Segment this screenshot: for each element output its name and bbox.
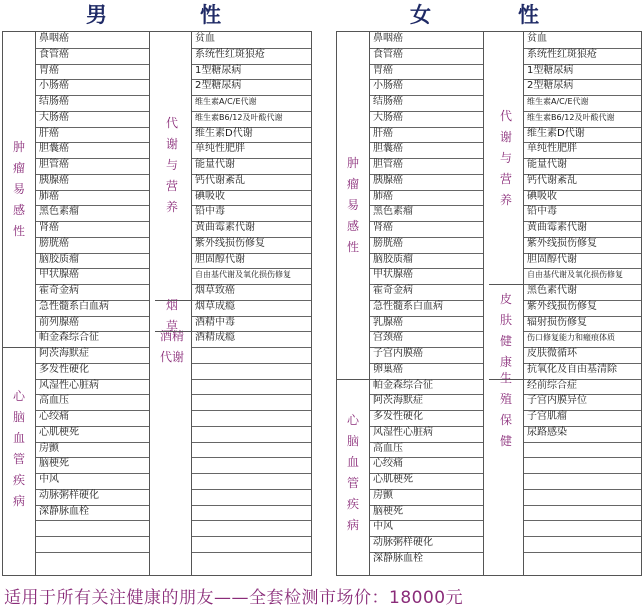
female-header-char-1: 女: [410, 2, 431, 27]
female-col2-item: 维生素D代谢: [527, 127, 585, 139]
male-col1-item: 肾癌: [39, 222, 59, 233]
female-col1-item: 风湿性心脏病: [373, 426, 433, 438]
female-col1-category-1: [337, 379, 369, 568]
female-col2-category-2: [489, 371, 523, 448]
female-col1-category-1-char-0: 心: [346, 413, 359, 427]
female-col2-item: 子宫肌瘤: [527, 411, 567, 422]
female-col2-item: 胆固醇代谢: [527, 253, 577, 265]
female-col1-item: 多发性硬化: [373, 411, 423, 422]
female-col2-item: 抗氧化及自由基清除: [527, 363, 617, 375]
female-col2-category-2-char-1: 殖: [499, 392, 512, 406]
female-col1-item: 宫颈癌: [373, 332, 403, 344]
male-col1-item: 肝癌: [39, 127, 59, 139]
male-col2-item: 自由基代谢及氧化损伤修复: [195, 270, 291, 280]
footer-price-note: 适用于所有关注健康的朋友——全套检测市场价：18000元: [4, 588, 464, 608]
male-col1-item: 深静脉血栓: [39, 505, 89, 517]
male-col2-item: 维生素A/C/E代谢: [195, 97, 257, 106]
female-col2-category-2-char-2: 保: [499, 413, 512, 427]
female-col2-row-divider: [523, 520, 641, 521]
female-col2-item: 钙代谢紊乱: [527, 174, 577, 186]
female-col1-category-0-char-1: 瘤: [346, 176, 359, 191]
female-col1-item: 心肌梗死: [373, 474, 413, 485]
female-col2-category-1: [489, 284, 523, 379]
male-col1-row-divider: [35, 520, 149, 521]
female-col2-item: 紫外线损伤修复: [527, 300, 597, 312]
female-col1-item: 高血压: [373, 442, 403, 454]
male-col2-category-0-char-3: 营: [165, 179, 178, 194]
male-col2-item: 烟草成瘾: [195, 300, 235, 312]
male-col1-category-1-char-3: 管: [12, 452, 25, 467]
male-col2-item: 碘吸收: [195, 190, 225, 202]
female-col2-row-divider: [523, 473, 641, 474]
male-col1-item: 黑色素瘤: [39, 206, 79, 218]
female-col2-row-divider: [523, 552, 641, 553]
female-col2-item: 尿路感染: [527, 426, 567, 438]
female-header: [330, 0, 644, 30]
male-col1-category-1: [3, 347, 35, 552]
male-col1-item: 多发性硬化: [39, 363, 89, 375]
male-col2-category-0-char-1: 谢: [165, 137, 178, 152]
male-header: [0, 0, 330, 30]
male-col1-item: 大肠癌: [39, 111, 69, 123]
female-col1-category-0-char-3: 感: [346, 218, 359, 233]
female-col2-item: 单纯性肥胖: [527, 143, 577, 155]
male-col2-item: 烟草致癌: [195, 285, 235, 296]
male-col1-category-1-char-0: 心: [12, 389, 25, 404]
male-col1-item: 鼻咽癌: [39, 33, 69, 44]
female-col1-category-1-char-1: 脑: [346, 434, 359, 448]
male-col2-row-divider: [191, 426, 311, 427]
female-col2-item: 皮肤微循环: [527, 348, 577, 359]
male-col1-category-0-char-0: 肿: [12, 140, 25, 154]
female-col2-category-0-char-0: 代: [499, 108, 512, 123]
male-col1-item: 中风: [39, 474, 59, 485]
female-col1-item: 子宫内膜癌: [373, 348, 423, 359]
male-col1-category-0-char-3: 感: [12, 203, 25, 217]
male-col1-column-divider: [35, 32, 36, 575]
male-col2-item: 2型糖尿病: [195, 80, 242, 92]
female-col2-category-1-char-2: 健: [499, 334, 512, 349]
male-col2-category-1-char-0: 烟: [165, 297, 178, 312]
male-col2-category-2-char-0: 酒精: [159, 329, 184, 343]
female-col2-item: 维生素A/C/E代谢: [527, 97, 589, 106]
male-col1-item: 肺癌: [39, 190, 59, 202]
female-col1-item: 心绞痛: [373, 458, 403, 470]
male-col1-category-0-char-4: 性: [12, 224, 25, 238]
female-col1-item: 膀胱癌: [373, 237, 403, 249]
male-col2-item: 钙代谢紊乱: [195, 174, 245, 186]
male-col1-item: 心绞痛: [39, 411, 69, 422]
male-col1-item: 高血压: [39, 395, 69, 407]
female-col2-item: 系统性红斑狼疮: [527, 48, 597, 60]
female-col2-item: 子宫内膜异位: [527, 395, 587, 407]
male-col1-category-0-char-2: 易: [12, 182, 25, 196]
male-col2-row-divider: [191, 410, 311, 411]
female-col2-category-2-char-3: 健: [499, 434, 512, 448]
male-col1-item: 阿茨海默症: [39, 348, 89, 359]
female-col2-category-0-char-2: 与: [499, 150, 512, 165]
female-col1-item: 胆管癌: [373, 159, 403, 170]
female-col1-item: 急性髓系白血病: [373, 300, 443, 312]
female-col2-category-0-char-3: 营: [499, 171, 512, 186]
female-col1-item: 房颤: [373, 489, 393, 501]
female-col2-item: 碘吸收: [527, 190, 557, 202]
male-col2-category-0-char-0: 代: [165, 116, 178, 131]
male-col2-row-divider: [191, 394, 311, 395]
female-col1-item: 动脉粥样硬化: [373, 537, 433, 548]
male-col1-item: 前列腺癌: [39, 316, 79, 328]
male-col2-row-divider: [191, 442, 311, 443]
female-col1-item: 乳腺癌: [373, 316, 403, 328]
male-col1-row-divider: [35, 552, 149, 553]
male-col1-item: 小肠癌: [39, 80, 69, 92]
female-col1-category-1-char-3: 管: [346, 476, 359, 490]
male-col2-item: 胆固醇代谢: [195, 253, 245, 265]
male-col2-item: 酒精中毒: [195, 316, 235, 328]
male-col2-item: 单纯性肥胖: [195, 143, 245, 155]
male-col2-category-0: [155, 32, 189, 300]
female-col1-item: 帕金森综合征: [373, 379, 433, 391]
male-col1-category-0: [3, 32, 35, 347]
male-col2-category-0-char-2: 与: [165, 158, 178, 173]
female-col2-item: 维生素B6/12及叶酸代谢: [527, 112, 615, 122]
male-col1-category-1-char-5: 病: [12, 494, 25, 509]
female-col1-item: 肝癌: [373, 127, 393, 139]
male-col2-row-divider: [191, 489, 311, 490]
female-col1-item: 霍奇金病: [373, 285, 413, 296]
male-col1-item: 脑胶质瘤: [39, 253, 79, 265]
female-col2-item: 1型糖尿病: [527, 64, 574, 76]
female-col2-column-divider: [641, 32, 642, 575]
male-col2-item: 铅中毒: [195, 206, 225, 218]
female-col1-item: 结肠癌: [373, 96, 403, 107]
male-col2-row-divider: [191, 505, 311, 506]
male-col2-row-divider: [191, 457, 311, 458]
female-col1-item: 肺癌: [373, 190, 393, 202]
female-col2-category-1-char-3: 康: [499, 355, 512, 370]
female-col1-column-divider: [369, 32, 370, 575]
male-col2-item: 紫外线损伤修复: [195, 237, 265, 249]
male-col1-item: 胆管癌: [39, 159, 69, 170]
male-col1-item: 心肌梗死: [39, 426, 79, 438]
male-col2-row-divider: [191, 552, 311, 553]
female-col2-item: 2型糖尿病: [527, 80, 574, 92]
male-header-char-1: 男: [86, 2, 107, 27]
female-col1-item: 肾癌: [373, 222, 393, 233]
male-col1-item: 房颤: [39, 442, 59, 454]
female-col2-category-1-char-0: 皮: [499, 292, 512, 307]
female-col1-item: 食管癌: [373, 48, 403, 60]
male-col1-item: 膀胱癌: [39, 237, 69, 249]
male-col1-item: 结肠癌: [39, 96, 69, 107]
female-col1-item: 阿茨海默症: [373, 395, 423, 407]
female-col1-item: 脑胶质瘤: [373, 253, 413, 265]
female-col2-column-divider: [523, 32, 524, 575]
male-col1-item: 急性髓系白血病: [39, 300, 109, 312]
female-col2-item: 黄曲霉素代谢: [527, 222, 587, 233]
male-col2-item: 维生素B6/12及叶酸代谢: [195, 112, 283, 122]
male-col2-row-divider: [191, 363, 311, 364]
female-col2-category-2-char-0: 生: [499, 371, 512, 385]
female-col1-item: 胃癌: [373, 64, 393, 76]
male-col1-item: 食管癌: [39, 48, 69, 60]
female-col2-item: 铅中毒: [527, 206, 557, 218]
female-col1-item: 大肠癌: [373, 111, 403, 123]
female-col2-item: 辐射损伤修复: [527, 316, 587, 328]
female-col1-item: 黑色素瘤: [373, 206, 413, 218]
female-col2-category-0-char-1: 谢: [499, 129, 512, 144]
male-col1-category-0-char-1: 瘤: [12, 161, 25, 175]
female-col1-item: 深静脉血栓: [373, 552, 423, 564]
female-col2-row-divider: [523, 505, 641, 506]
female-col2-item: 能量代谢: [527, 159, 567, 170]
female-col2-item: 经前综合症: [527, 379, 577, 391]
female-col1-item: 中风: [373, 521, 393, 533]
male-col1-category-1-char-4: 疾: [12, 473, 25, 488]
male-col1-category-1-char-2: 血: [12, 431, 25, 446]
male-col1-item: 胆囊癌: [39, 143, 69, 155]
male-col1-row-divider: [35, 536, 149, 537]
male-col2-row-divider: [191, 520, 311, 521]
female-col2-category-0-char-4: 养: [499, 192, 512, 207]
male-col2-column-divider: [191, 32, 192, 575]
female-col1-item: 甲状腺癌: [373, 269, 413, 281]
female-col1-category-0-char-2: 易: [346, 197, 359, 212]
female-col1-category-1-char-5: 病: [346, 518, 359, 532]
male-col1-item: 风湿性心脏病: [39, 379, 99, 391]
male-col2-category-0-char-4: 养: [165, 200, 178, 215]
male-col2-item: 维生素D代谢: [195, 127, 253, 139]
male-col1-column-divider: [149, 32, 150, 575]
male-col1-item: 胃癌: [39, 64, 59, 76]
female-col1-category-0-char-4: 性: [346, 239, 359, 254]
male-col2-column-divider: [311, 32, 312, 575]
male-col1-item: 胰腺癌: [39, 174, 69, 186]
male-col2-item: 系统性红斑狼疮: [195, 48, 265, 60]
female-col1-category-1-char-4: 疾: [346, 497, 359, 511]
female-header-char-2: 性: [518, 2, 539, 27]
female-col2-category-0: [489, 32, 523, 284]
male-col1-item: 脑梗死: [39, 458, 69, 470]
female-col2-row-divider: [523, 442, 641, 443]
male-col1-category-1-char-1: 脑: [12, 410, 25, 425]
male-col2-category-2: [155, 331, 189, 363]
female-col1-category-1-char-2: 血: [346, 455, 359, 469]
female-col1-item: 脑梗死: [373, 505, 403, 517]
male-col1-item: 帕金森综合征: [39, 332, 99, 344]
female-col1-item: 小肠癌: [373, 80, 403, 92]
female-col2-item: 伤口修复能力和瘢痕体质: [527, 333, 615, 343]
male-col2-item: 黄曲霉素代谢: [195, 222, 255, 233]
male-col2-category-1-char-1: 草: [165, 318, 178, 333]
female-col2-item: 自由基代谢及氧化损伤修复: [527, 270, 623, 280]
female-col1-category-0-char-0: 肿: [346, 155, 359, 170]
female-col1-item: 胰腺癌: [373, 174, 403, 186]
female-table: [336, 31, 642, 576]
female-col2-row-divider: [523, 457, 641, 458]
female-col2-item: 贫血: [527, 33, 547, 44]
female-col2-category-1-char-1: 肤: [499, 313, 512, 328]
male-col2-row-divider: [191, 347, 311, 348]
female-col1-item: 卵巢癌: [373, 363, 403, 375]
female-col2-row-divider: [523, 489, 641, 490]
male-col1-item: 霍奇金病: [39, 285, 79, 296]
male-col2-item: 酒精成瘾: [195, 332, 235, 344]
male-col2-row-divider: [191, 473, 311, 474]
female-col1-category-0: [337, 32, 369, 379]
female-col2-item: 黑色素代谢: [527, 285, 577, 296]
female-col2-item: 紫外线损伤修复: [527, 237, 597, 249]
male-col2-row-divider: [191, 536, 311, 537]
female-col1-item: 鼻咽癌: [373, 33, 403, 44]
male-table: [2, 31, 312, 576]
male-col1-item: 动脉粥样硬化: [39, 489, 99, 501]
female-col1-item: 胆囊癌: [373, 143, 403, 155]
male-col2-item: 贫血: [195, 33, 215, 44]
female-col2-row-divider: [523, 536, 641, 537]
male-header-char-2: 性: [200, 2, 221, 27]
male-col2-item: 能量代谢: [195, 159, 235, 170]
male-col2-category-2-char-1: 代谢: [159, 350, 184, 364]
male-col2-item: 1型糖尿病: [195, 64, 242, 76]
female-col1-column-divider: [483, 32, 484, 575]
male-col1-item: 甲状腺癌: [39, 269, 79, 281]
male-col2-row-divider: [191, 379, 311, 380]
